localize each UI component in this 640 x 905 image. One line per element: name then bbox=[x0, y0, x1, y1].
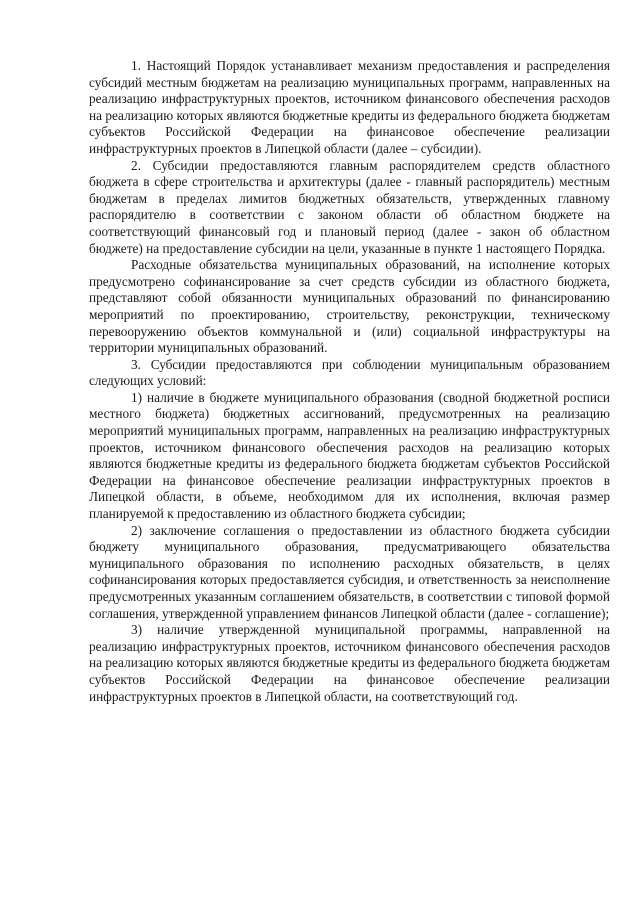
paragraph-2: 2. Субсидии предоставляются главным распорядителем средств областного бюджета в сфере строительства и архитектуры (далее - главный распорядитель) местным бюджетам в пределах лимитов бюджетных обязательств, утвержденных главному распорядителю в соответствии с законом области об областном бюджете на соответствующий финансовый год и плановый период (далее - закон об областном бюджете) на предоставление субсидии на цели, указанные в пункте 1 настоящего Порядка. bbox=[89, 157, 610, 256]
paragraph-6: 2) заключение соглашения о предоставлении из областного бюджета субсидии бюджету муниципального образования, предусматривающего обязательства муниципального образования по исполнению расходных обязательств, в целях софинансирования которых предоставляется субсидия, и ответственность за неисполнение предусмотренных указанным соглашением обязательств, в соответствии с типовой формой соглашения, утвержденной управлением финансов Липецкой области (далее - соглашение); bbox=[89, 522, 610, 621]
document-body bbox=[89, 58, 610, 705]
paragraph-5: 1) наличие в бюджете муниципального образования (сводной бюджетной росписи местного бюджета) бюджетных ассигнований, предусмотренных на реализацию мероприятий муниципальных программ, направленных на реализацию инфраструктурных проектов, источником финансового обеспечения расходов на реализацию которых являются бюджетные кредиты из федерального бюджета бюджетам субъектов Российской Федерации на финансовое обеспечение реализации инфраструктурных проектов в Липецкой области, в объеме, необходимом для их исполнения, включая размер планируемой к предоставлению из областного бюджета субсидии; bbox=[89, 389, 610, 522]
paragraph-1: 1. Настоящий Порядок устанавливает механизм предоставления и распределения субсидий местным бюджетам на реализацию муниципальных программ, направленных на реализацию инфраструктурных проектов, источником финансового обеспечения расходов на реализацию которых являются бюджетные кредиты из федерального бюджета бюджетам субъектов Российской Федерации на финансовое обеспечение реализации инфраструктурных проектов в Липецкой области (далее – субсидии). bbox=[89, 58, 611, 156]
paragraph-3: Расходные обязательства муниципальных образований, на исполнение которых предусмотрено софинансирование за счет средств субсидии из областного бюджета, представляют собой обязанности муниципальных образований по финансированию мероприятий по проектированию, строительству, реконструкции, техническому перевооружению объектов коммунальной и (или) социальной инфраструктуры на территории муниципальных образований. bbox=[89, 257, 610, 356]
paragraph-7: 3) наличие утвержденной муниципальной программы, направленной на реализацию инфраструктурных проектов, источником финансового обеспечения расходов на реализацию которых являются бюджетные кредиты из федерального бюджета бюджетам субъектов Российской Федерации на финансовое обеспечение реализации инфраструктурных проектов в Липецкой области, на соответствующий год. bbox=[89, 622, 611, 704]
paragraph-4: 3. Субсидии предоставляются при соблюдении муниципальным образованием следующих условий: bbox=[89, 356, 610, 389]
